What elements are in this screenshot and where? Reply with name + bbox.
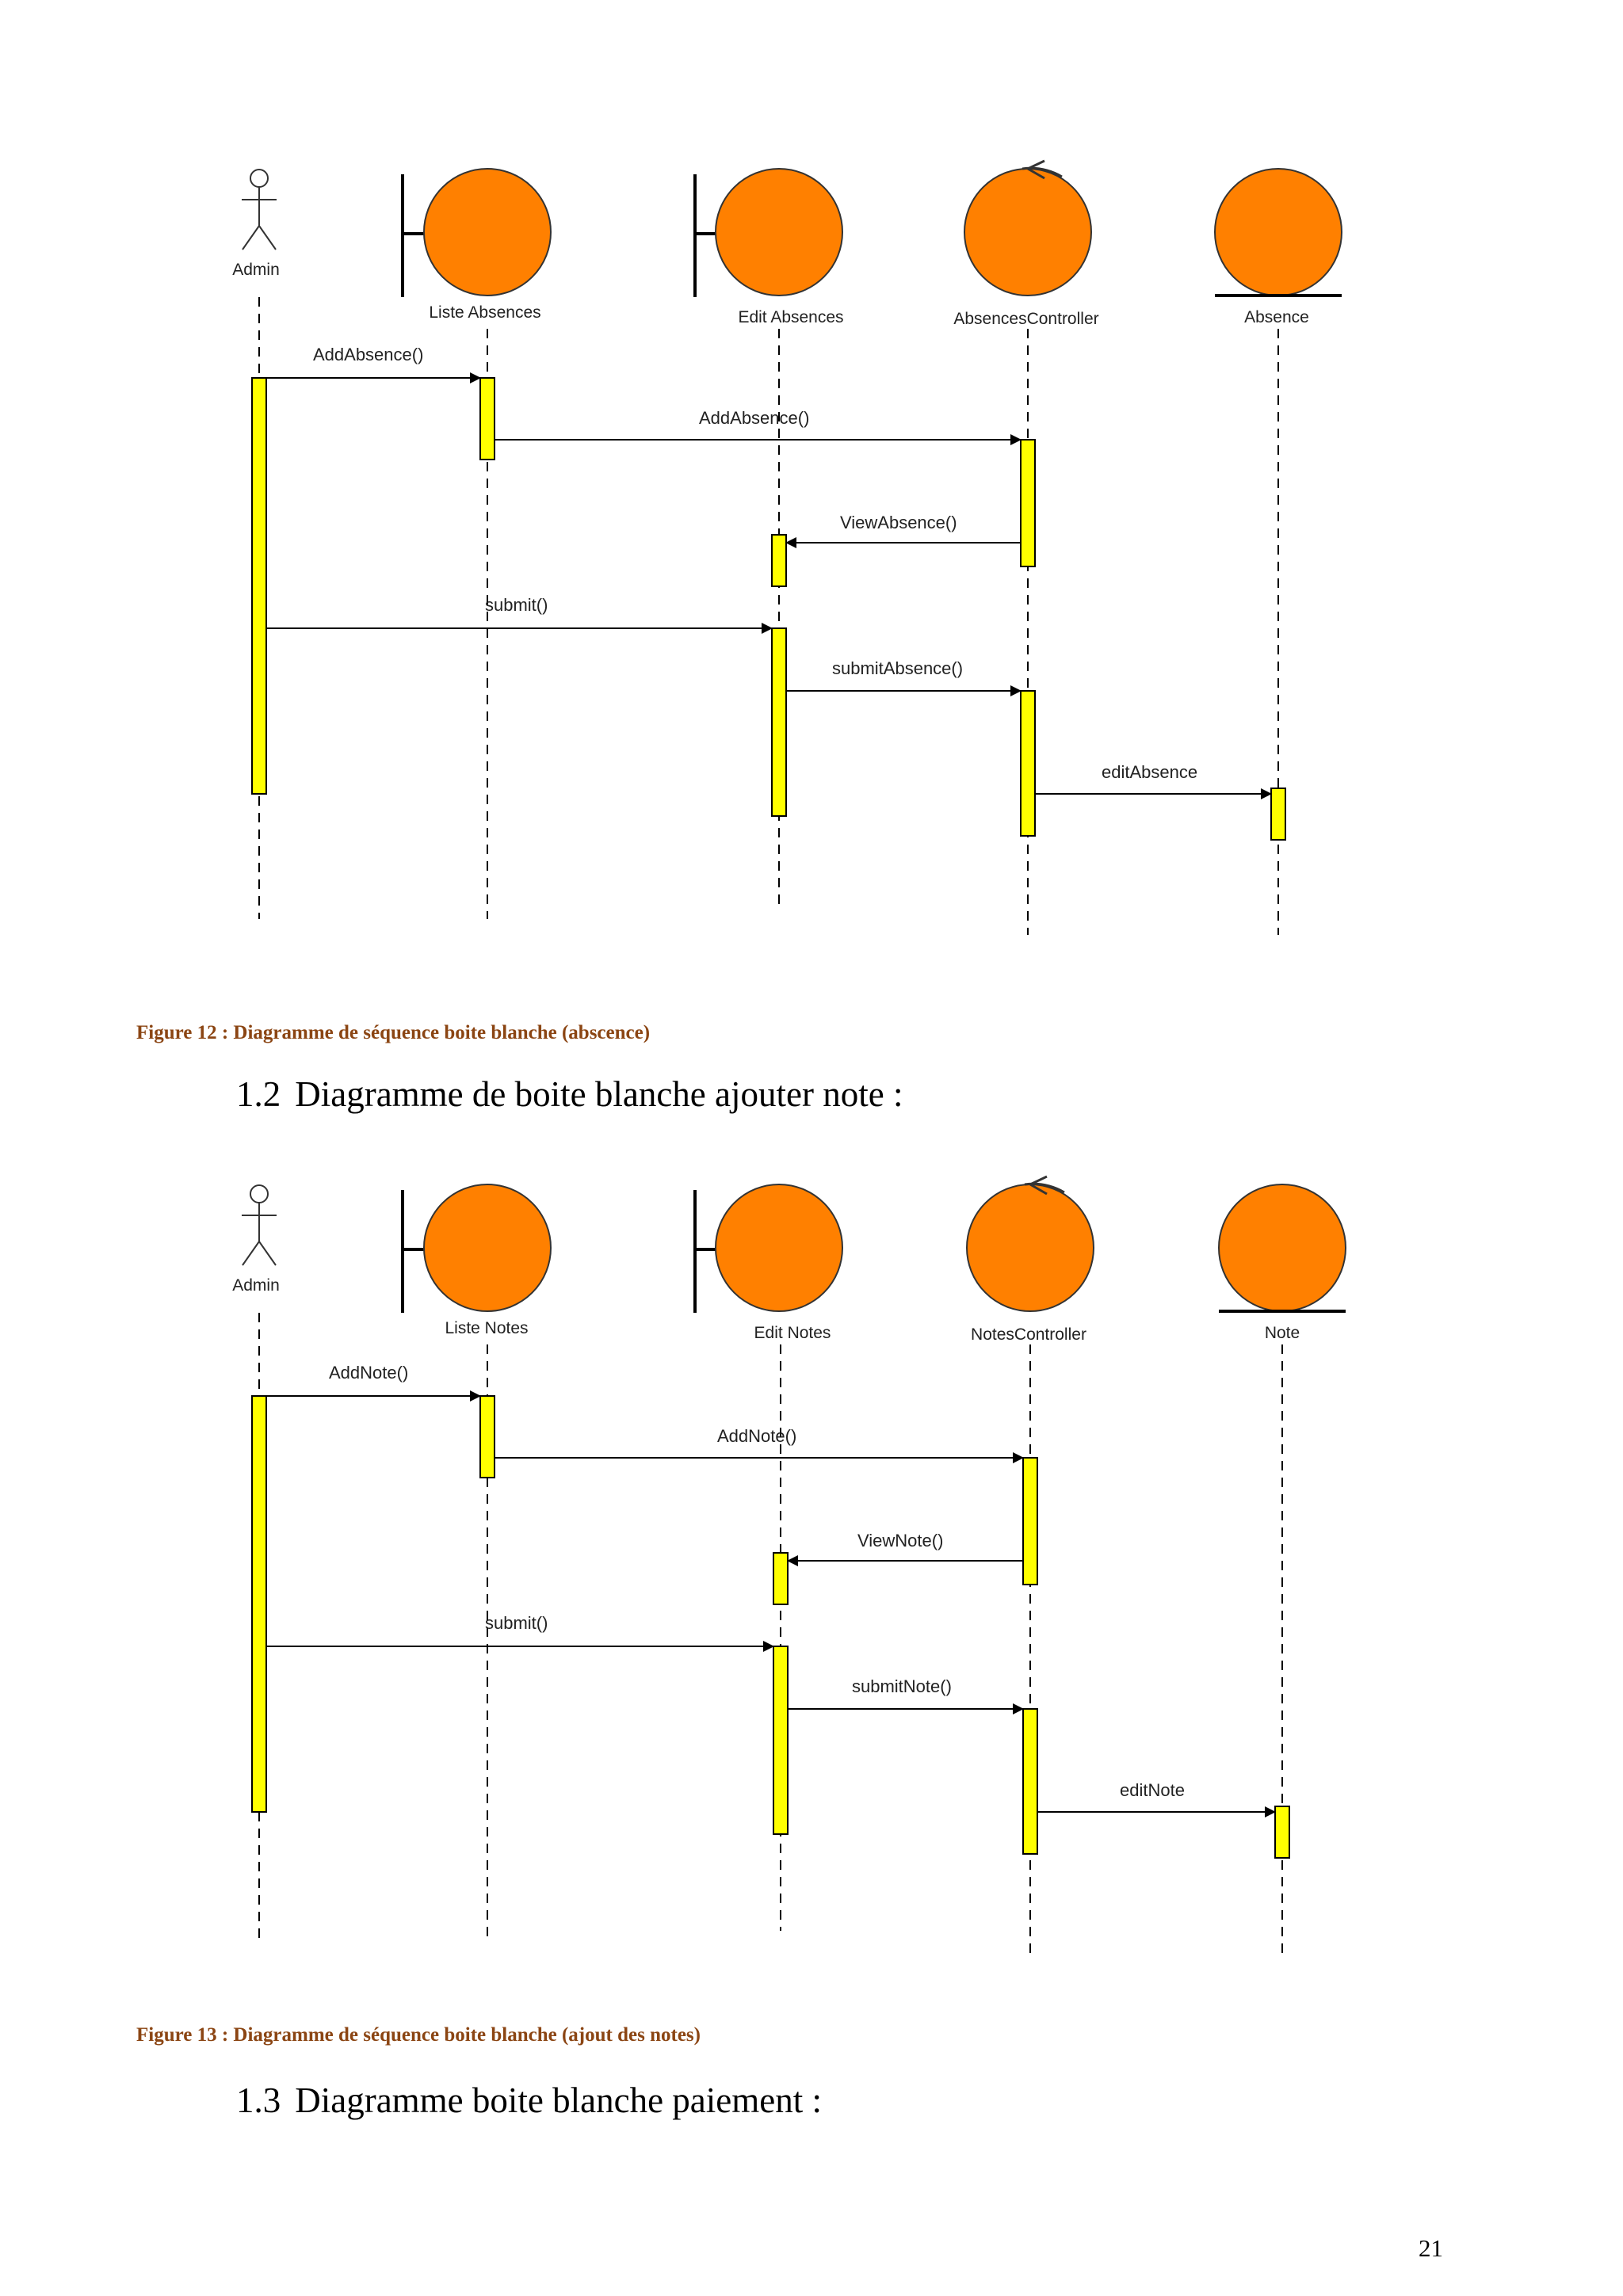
- section-title: Diagramme boite blanche paiement :: [295, 2081, 822, 2120]
- participant-label: Absence: [1244, 308, 1309, 326]
- section-title: Diagramme de boite blanche ajouter note :: [295, 1074, 903, 1114]
- message-label: AddAbsence(): [699, 408, 810, 428]
- section-heading: [236, 1074, 903, 1115]
- participant-label: Edit Notes: [754, 1324, 831, 1342]
- message-label: ViewNote(): [857, 1531, 944, 1550]
- figure-caption: Figure 13 : Diagramme de séquence boite blanche (ajout des notes): [136, 2024, 701, 2046]
- participant-label: Liste Absences: [429, 303, 541, 322]
- message-label: AddNote(): [329, 1363, 409, 1383]
- sequence-diagram-notes: [0, 1166, 1623, 1982]
- lifelines: [259, 1313, 1282, 1955]
- message-label: submitNote(): [852, 1676, 952, 1696]
- page-number: 21: [1419, 2234, 1443, 2262]
- boundary-icon: [695, 169, 842, 297]
- message-label: AddAbsence(): [313, 345, 424, 364]
- boundary-icon: [403, 169, 551, 297]
- message-label: submit(): [485, 1613, 548, 1633]
- actor-icon: [242, 170, 277, 250]
- participant-label: Note: [1264, 1324, 1300, 1342]
- sequence-diagram-absence: [0, 151, 1623, 967]
- participant-label: Liste Notes: [445, 1319, 529, 1337]
- section-heading: [236, 2080, 822, 2121]
- control-icon: [964, 161, 1091, 296]
- message-label: ViewAbsence(): [840, 513, 957, 532]
- entity-icon: [1215, 169, 1342, 296]
- boundary-icon: [695, 1184, 842, 1313]
- message-label: submitAbsence(): [832, 658, 964, 678]
- actor-label: Admin: [232, 261, 280, 279]
- participant-label: AbsencesController: [953, 310, 1099, 328]
- participant-label: NotesController: [971, 1325, 1086, 1344]
- control-icon: [967, 1177, 1094, 1311]
- entity-icon: [1219, 1184, 1346, 1311]
- message-label: editAbsence: [1102, 762, 1198, 782]
- boundary-icon: [403, 1184, 551, 1313]
- message-label: editNote: [1120, 1780, 1185, 1800]
- participant-label: Edit Absences: [738, 308, 844, 326]
- actor-icon: [242, 1185, 277, 1265]
- actor-label: Admin: [232, 1276, 280, 1295]
- lifelines: [259, 297, 1278, 935]
- section-number: 1.3: [236, 2081, 281, 2120]
- figure-caption: Figure 12 : Diagramme de séquence boite blanche (abscence): [136, 1022, 651, 1043]
- message-label: submit(): [485, 595, 548, 615]
- message-label: AddNote(): [717, 1426, 797, 1446]
- section-number: 1.2: [236, 1074, 281, 1114]
